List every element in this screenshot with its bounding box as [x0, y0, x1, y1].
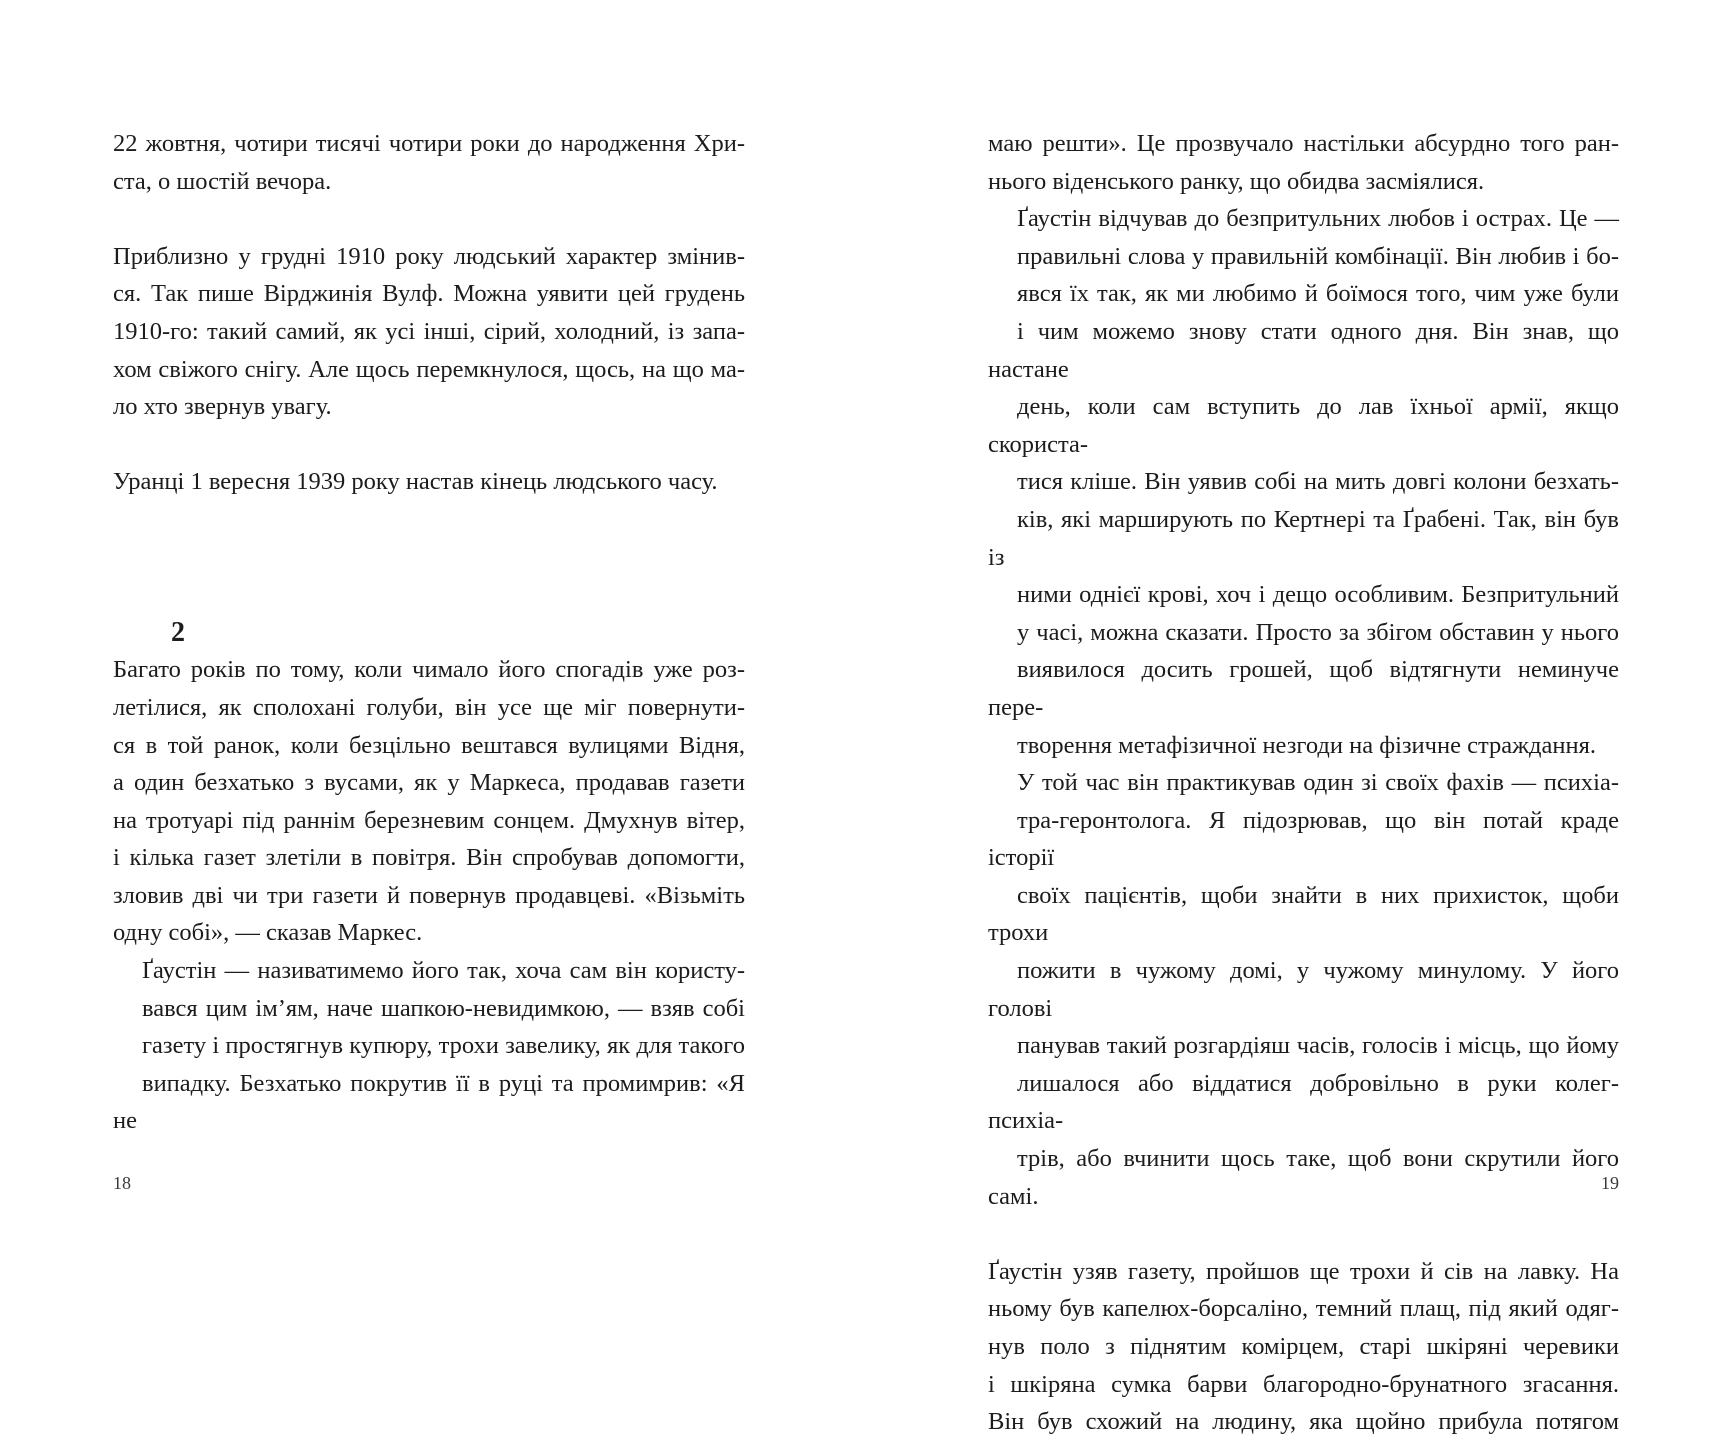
page-number: 19 — [1601, 1173, 1619, 1193]
text-line: зловив дві чи три газети й повернув продавцеві. «Візьміть — [113, 881, 745, 909]
section-spacer — [113, 501, 745, 614]
text-line: і чим можемо знову стати одного дня. Він знав, що настане — [988, 317, 1619, 383]
paragraph — [113, 125, 745, 200]
text-line: 1910-го: такий самий, як усі інші, сірий, холодний, із запа- — [113, 317, 745, 345]
text-line: у часі, можна сказати. Просто за збігом обставин у нього — [1017, 618, 1619, 646]
text-line: летілися, як сполохані голуби, він усе ще міг повернути- — [113, 693, 745, 721]
text-line: ся. Так пише Вірджинія Вулф. Можна уявити цей грудень — [113, 280, 745, 308]
section-number: 2 — [171, 616, 185, 648]
paragraph-spacer — [113, 426, 745, 464]
text-line: правильні слова у правильній комбінації. Він любив і бо- — [1017, 242, 1619, 270]
text-line: трів, або вчинити щось таке, щоб вони скрутили його самі. — [988, 1145, 1619, 1210]
text-line: ними однієї крові, хоч і дещо особливим. Безпритульний — [1017, 581, 1619, 609]
text-line: 22 жовтня, чотири тисячі чотири роки до народження Хри- — [113, 130, 745, 157]
text-line: ньому був капелюх-борсаліно, темний плащ, під який одяг- — [988, 1295, 1619, 1323]
text-line: на тротуарі під раннім березневим сонцем. Дмухнув вітер, — [113, 806, 745, 834]
text-line: Багато років по тому, коли чимало його спогадів уже роз- — [113, 656, 745, 684]
text-line: ста, о шостій вечора. — [113, 167, 332, 195]
text-line: своїх пацієнтів, щоби знайти в них прихисток, щоби трохи — [988, 881, 1619, 947]
paragraph — [113, 463, 745, 501]
text-line: Ґаустін узяв газету, пройшов ще трохи й сів на лавку. На — [988, 1257, 1619, 1285]
text-line: хом свіжого снігу. Але щось перемкнулося, щось, на що ма- — [113, 355, 745, 383]
text-line: У той час він практикував один зі своїх фахів — психіа- — [1017, 769, 1619, 797]
text-line: Ґаустін відчував до безпритульних любов і острах. Це — — [1017, 205, 1619, 233]
text-line: ло хто звернув увагу. — [113, 393, 332, 421]
text-line: ків, які марширують по Кертнері та Ґрабені. Так, він був із — [988, 505, 1619, 571]
page-number: 18 — [113, 1173, 131, 1193]
paragraph — [113, 238, 745, 426]
text-line: день, коли сам вступить до лав їхньої армії, якщо скориста- — [988, 393, 1619, 458]
text-line: вався цим ім’ям, наче шапкою-невидимкою, — взяв собі — [142, 994, 745, 1022]
text-line: Уранці 1 вересня 1939 року настав кінець людського часу. — [113, 468, 718, 496]
text-line: виявилося досить грошей, щоб відтягнути неминуче пере- — [988, 656, 1619, 721]
right-page — [856, 0, 1713, 1436]
paragraph — [113, 952, 745, 1140]
text-line: газету і простягнув купюру, трохи завелику, як для такого — [142, 1032, 745, 1060]
paragraph-spacer — [988, 1215, 1619, 1253]
text-line: тися кліше. Він уявив собі на мить довгі колони безхать- — [1017, 468, 1619, 496]
text-line: а один безхатько з вусами, як у Маркеса, продавав газети — [113, 769, 745, 797]
text-line: Приблизно у грудні 1910 року людський характер змінив- — [113, 242, 745, 270]
text-line: Ґаустін — називатимемо його так, хоча сам він користу- — [142, 957, 745, 985]
text-line: одну собі», — сказав Маркес. — [113, 919, 423, 947]
paragraph — [988, 125, 1619, 200]
text-line: творення метафізичної незгоди на фізичне страждання. — [1017, 731, 1596, 759]
text-line: Він був схожий на людину, яка щойно прибула потягом — [988, 1408, 1619, 1436]
text-line: тра-геронтолога. Я підозрював, що він потай краде історії — [988, 806, 1619, 872]
text-line: явся їх так, як ми любимо й боїмося того, чим уже були — [1017, 280, 1619, 308]
paragraph — [988, 764, 1619, 1215]
paragraph — [988, 1253, 1619, 1441]
text-line: маю решти». Це прозвучало настільки абсурдно того ран- — [988, 130, 1619, 157]
paragraph-spacer — [113, 200, 745, 238]
text-line: пожити в чужому домі, у чужому минулому. У його голові — [988, 957, 1619, 1022]
paragraph — [113, 651, 745, 952]
text-line: панував такий розгардіяш часів, голосів і місць, що йому — [1017, 1032, 1619, 1060]
text-line: і кілька газет злетіли в повітря. Він спробував допомогти, — [113, 844, 745, 872]
text-line: і шкіряна сумка барви благородно-брунатного згасання. — [988, 1370, 1619, 1398]
right-text-column — [988, 125, 1619, 1441]
left-text-column — [113, 125, 745, 1140]
text-line: нього віденського ранку, що обидва засміялися. — [988, 167, 1485, 195]
text-line: нув поло з піднятим комірцем, старі шкіряні черевики — [988, 1333, 1619, 1360]
text-line: випадку. Безхатько покрутив її в руці та промимрив: «Я не — [113, 1069, 745, 1135]
left-page — [0, 0, 856, 1258]
paragraph — [988, 200, 1619, 764]
text-line: ся в той ранок, коли безцільно вештався вулицями Відня, — [113, 731, 745, 759]
text-line: лишалося або віддатися добровільно в руки колег-психіа- — [988, 1069, 1619, 1135]
